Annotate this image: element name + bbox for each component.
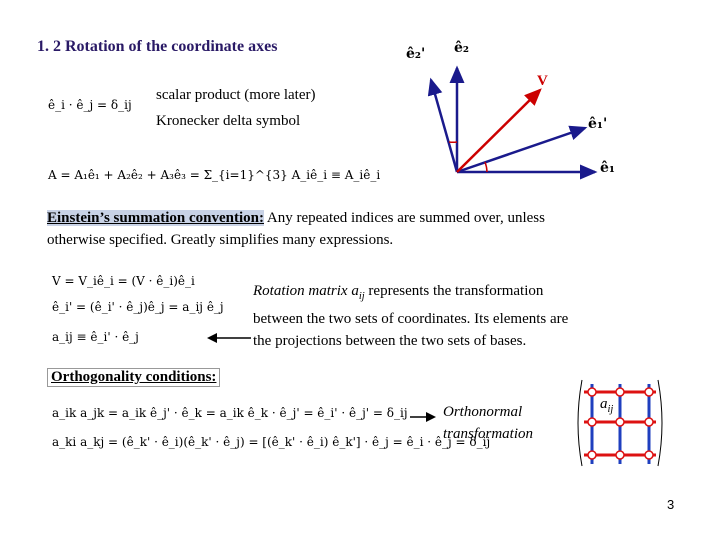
rotation-matrix-definition: a_ij ≡ ê_i' · ê_j — [52, 330, 139, 344]
matrix-node — [616, 451, 624, 459]
e1-prime-label: ê₁' — [588, 116, 608, 132]
kronecker-delta-label: Kronecker delta symbol — [156, 113, 301, 129]
right-arrow-icon — [408, 410, 438, 424]
e1-prime-axis — [457, 128, 585, 172]
rotation-matrix-paragraph — [253, 280, 568, 352]
rotation-symbol-sub: ij — [358, 291, 365, 302]
matrix-node — [588, 388, 596, 396]
orthonormal-label — [443, 401, 533, 445]
matrix-left-bracket — [578, 380, 582, 466]
scalar-product-equation: ê_i · ê_j = δ_ij — [48, 98, 132, 112]
scalar-product-label: scalar product (more later) — [156, 87, 316, 103]
matrix-node — [616, 418, 624, 426]
vector-expansion-equation: A = A₁ê₁ + A₂ê₂ + A₃ê₃ = Σ_{i=1}^{3} A_iê_i ≡ A_iê_i — [48, 168, 381, 182]
orthonormal-line-2: transformation — [443, 426, 534, 442]
rotation-line-2: between the two sets of coordinates. Its elements are — [253, 311, 569, 327]
v-vector — [457, 90, 540, 172]
matrix-label-symbol: a — [600, 396, 608, 412]
matrix-label-sub: ij — [607, 404, 614, 415]
left-arrow-icon — [205, 330, 253, 346]
rotation-angle-arc — [485, 162, 487, 172]
einstein-text-1: Any repeated indices are summed over, unless — [263, 210, 545, 226]
e1-label: ê₁ — [600, 160, 616, 176]
rotation-suffix: represents the transformation — [364, 283, 544, 299]
einstein-heading: Einstein’s summation convention: — [47, 210, 264, 226]
rotation-symbol: a — [351, 283, 359, 299]
orthogonality-equation-1: a_ik a_jk = a_ik ê_j' · ê_k = a_ik ê_k · ê_j' = ê_i' · ê_j' = δ_ij — [52, 406, 408, 420]
slide-title: 1. 2 Rotation of the coordinate axes — [37, 38, 278, 55]
matrix-node — [588, 418, 596, 426]
einstein-paragraph — [47, 207, 545, 251]
rotation-prefix: Rotation matrix — [253, 283, 352, 299]
page-number: 3 — [667, 497, 675, 512]
basis-transformation-equation: ê_i' = (ê_i' · ê_j)ê_j = a_ij ê_j — [52, 300, 224, 314]
e2-prime-axis — [431, 80, 457, 172]
orthogonality-equation-2: a_ki a_kj = (ê_k' · ê_i)(ê_k' · ê_j) = [(ê_k' · ê_i) ê_k'] · ê_j = ê_i · ê_j = δ_ij — [52, 435, 491, 449]
einstein-text-2: otherwise specified. Greatly simplifies many expressions. — [47, 232, 394, 248]
matrix-node — [645, 451, 653, 459]
orthogonality-heading: Orthogonality conditions: — [47, 368, 220, 387]
e2-prime-label: ê₂' — [406, 46, 426, 62]
rotation-line-3: the projections between the two sets of bases. — [253, 333, 527, 349]
matrix-node — [588, 451, 596, 459]
rotated-axes-diagram — [395, 38, 625, 188]
v-label: V — [537, 73, 548, 89]
matrix-right-bracket — [658, 380, 662, 466]
matrix-grid-diagram — [572, 378, 668, 470]
orthonormal-line-1: Orthonormal — [443, 404, 523, 420]
vector-components-equation: V = V_iê_i = (V · ê_i)ê_i — [52, 274, 195, 288]
matrix-label — [598, 396, 615, 415]
matrix-node — [645, 388, 653, 396]
matrix-node — [645, 418, 653, 426]
e2-label: ê₂ — [454, 40, 470, 56]
matrix-node — [616, 388, 624, 396]
